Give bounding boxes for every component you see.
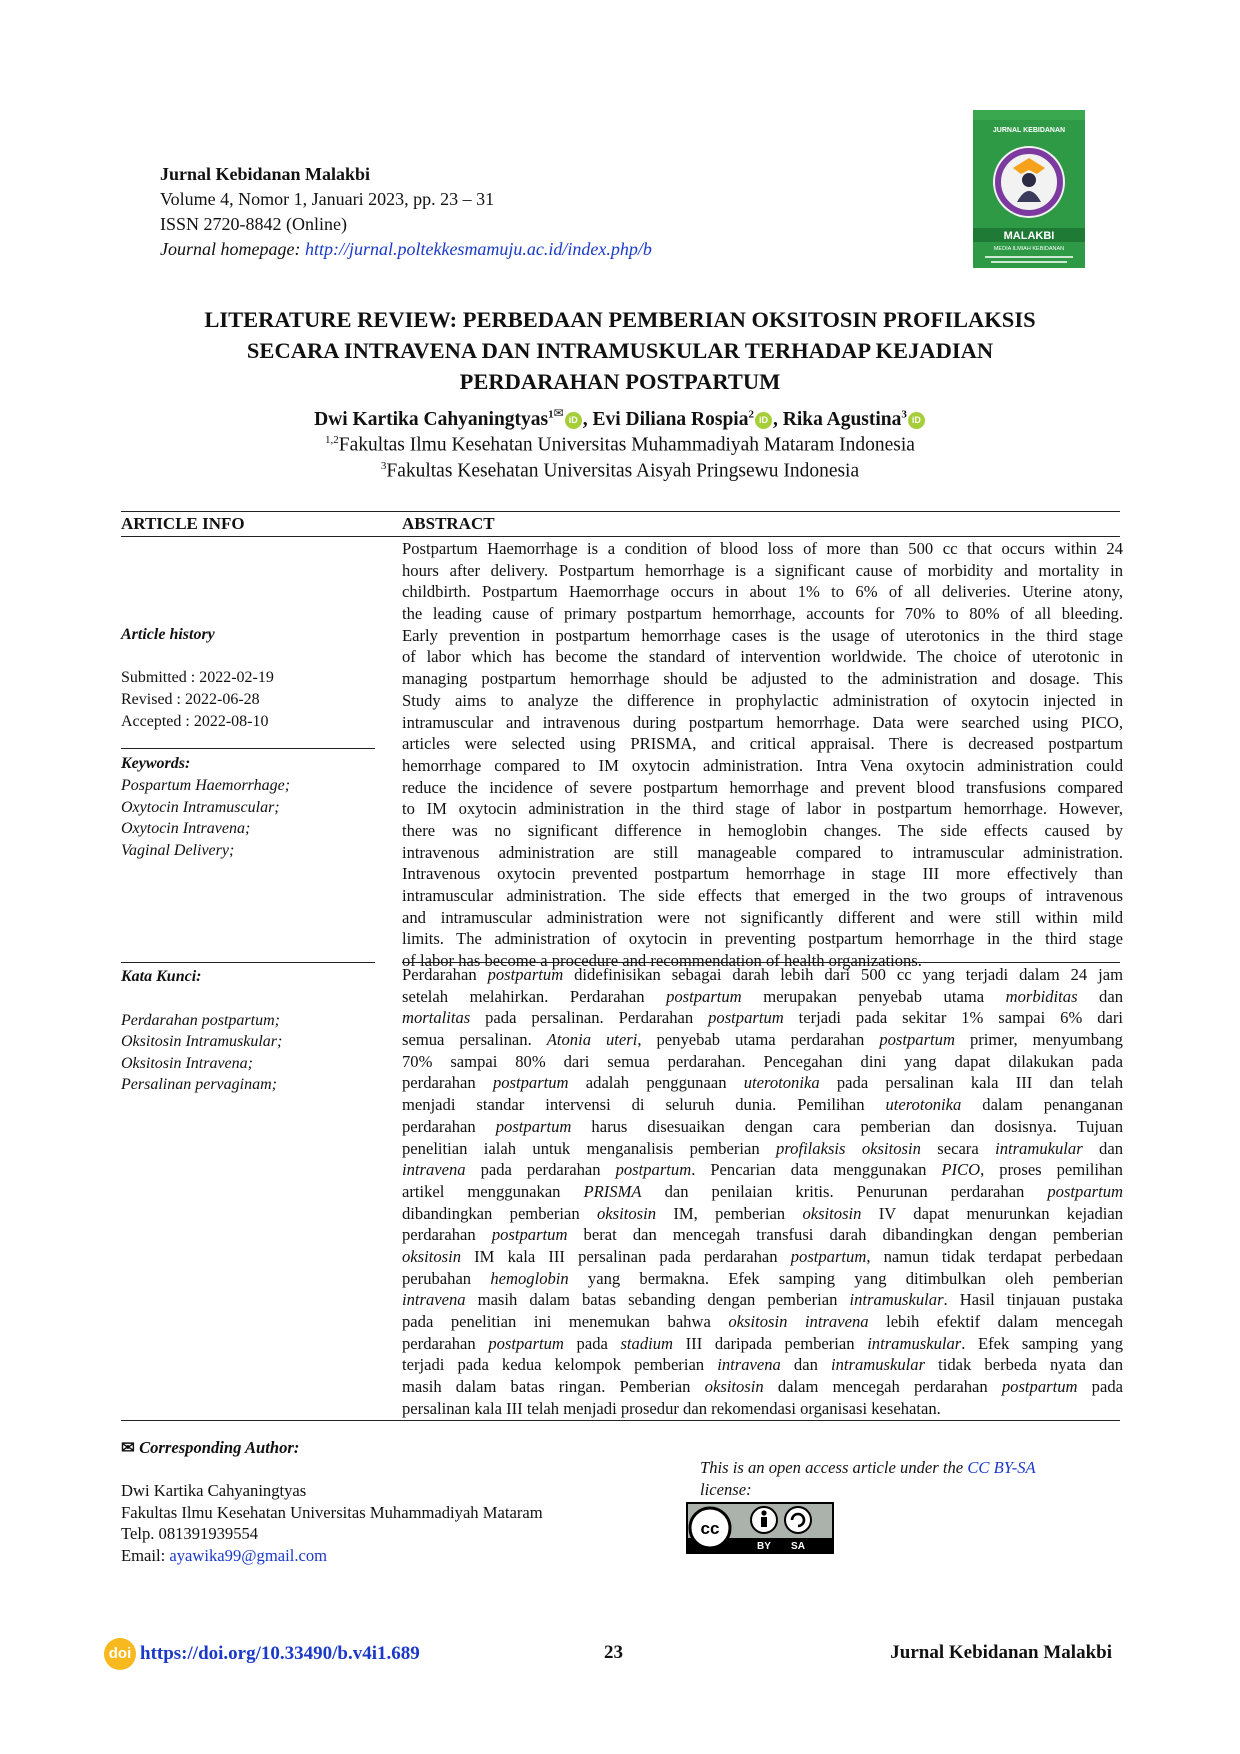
kata-kunci-1: Perdarahan postpartum; [121, 1012, 280, 1029]
page-number: 23 [604, 1642, 623, 1663]
orcid-icon[interactable]: iD [565, 412, 582, 429]
kata-kunci-4: Persalinan pervaginam; [121, 1076, 277, 1093]
abstract-line: perdarahan postpartum pada stadium III daripada pemberian intramuskular. Efek samping yang [402, 1333, 1123, 1353]
email-link[interactable]: ayawika99@gmail.com [169, 1546, 328, 1566]
header-rule [121, 536, 1120, 537]
abstract-line: reduce the incidence of severe postpartum hemorrhage and prevent blood transfusions compared [402, 777, 1123, 797]
abstract-line: hemorrhage compared to IM oxytocin administration. Intra Vena oxytocin administration could [402, 755, 1123, 775]
abstract-line: intravena pada perdarahan postpartum. Pencarian data menggunakan PICO, proses pemilihan [402, 1160, 1123, 1180]
envelope-icon: ✉ [553, 406, 564, 420]
abstract-line: pada penelitian ini menemukan bahwa oksitosin intravena lebih efektif dalam mencegah [402, 1312, 1123, 1331]
kata-kunci-2: Oksitosin Intramuskular; [121, 1033, 283, 1050]
cover-sub: MEDIA ILMIAH KEBIDANAN [993, 246, 1065, 252]
corresponding-email: Email: ayawika99@gmail.com [121, 1546, 328, 1566]
corresponding-phone: Telp. 081391939554 [121, 1524, 259, 1544]
affiliation-1: $^{1,2}$Fakultas Ilmu Kesehatan Universitas Muhammadiyah Mataram Indonesia [325, 434, 915, 456]
homepage-link[interactable]: http://jurnal.poltekkesmamuju.ac.id/index.php/b [304, 239, 652, 259]
corresponding-name: Dwi Kartika Cahyaningtyas [121, 1480, 307, 1500]
keywords-rule [121, 748, 375, 749]
abstract-heading: ABSTRACT [402, 514, 495, 533]
kata-kunci-3: Oksitosin Intravena; [121, 1055, 253, 1072]
author-1-sup: 1 [548, 408, 554, 421]
abstract-line: hours after delivery. Postpartum hemorrhage is a significant cause of morbidity and mortality in [402, 560, 1123, 580]
footer-journal-name: Jurnal Kebidanan Malakbi [890, 1642, 1112, 1663]
author-3: Rika Agustina [782, 409, 902, 430]
kata-kunci-title: Kata Kunci: [121, 968, 202, 985]
keyword-3: Oxytocin Intravena; [121, 820, 251, 837]
svg-text:cc: cc [700, 1519, 720, 1538]
homepage-label: Journal homepage: [160, 239, 305, 259]
abstract-line: to IM oxytocin administration in the third stage of labor in postpartum hemorrhage. However, [402, 799, 1123, 819]
abstract-line: perdarahan postpartum harus disesuaikan dengan cara pemberian dan dosisnya. Tujuan [402, 1116, 1123, 1136]
article-info-heading: ARTICLE INFO [121, 514, 245, 533]
orcid-icon[interactable]: iD [755, 412, 772, 429]
orcid-icon[interactable]: iD [908, 412, 925, 429]
abstract-line: there was no significant difference in hemoglobin changes. The side effects caused by [402, 820, 1123, 840]
abstract-line: penelitian ialah untuk menganalisis pemberian profilaksis oksitosin secara intramukular dan [402, 1138, 1123, 1158]
volume-line: Volume 4, Nomor 1, Januari 2023, pp. 23 – 31 [160, 189, 495, 209]
author-list: Dwi Kartika Cahyaningtyas$^{1✉}$ iD , Evi Diliana Rospia$^2$ iD , Rika Agustina$^3$ iD [130, 406, 1110, 431]
author-1: Dwi Kartika Cahyaningtyas [314, 409, 549, 430]
abstract-line: Intravenous oxytocin prevented postpartum hemorrhage in stage III more effectively than [402, 864, 1123, 884]
abstract-line: perdarahan postpartum adalah penggunaan uterotonika pada persalinan kala III dan telah [402, 1073, 1123, 1093]
cover-brand: MALAKBI [1003, 230, 1055, 242]
cover-top-text: JURNAL KEBIDANAN [992, 127, 1066, 134]
journal-name: Jurnal Kebidanan Malakbi [160, 164, 371, 184]
abstract-line: childbirth. Postpartum Haemorrhage occurs in about 1% to 6% of all deliveries. Uterine atony, [402, 582, 1123, 602]
abstract-line: semua persalinan. Atonia uteri, penyebab utama perdarahan postpartum primer, menyumbang [402, 1030, 1123, 1050]
abstract-line: Study aims to analyze the difference in prophylactic administration of oxytocin injected in [402, 690, 1123, 710]
abstract-divider [402, 962, 1120, 963]
abstract-line: mortalitas pada persalinan. Perdarahan postpartum terjadi pada sekitar 1% sampai 6% dari [402, 1008, 1123, 1028]
abstract-line: the leading cause of primary postpartum hemorrhage, accounts for 70% to 80% of all bleeding. [402, 604, 1123, 624]
author-3-sup: 3 [901, 408, 907, 421]
title-line-1: LITERATURE REVIEW: PERBEDAAN PEMBERIAN OKSITOSIN PROFILAKSIS [204, 307, 1036, 332]
title-line-2: SECARA INTRAVENA DAN INTRAMUSKULAR TERHADAP KEJADIAN [246, 338, 994, 363]
corresponding-author [121, 1437, 543, 1567]
abstract-line: Postpartum Haemorrhage is a condition of blood loss of more than 500 cc that occurs within 24 [402, 539, 1123, 558]
keywords-title: Keywords: [121, 755, 191, 772]
paper-title [130, 304, 1110, 397]
envelope-icon: ✉ [121, 1438, 140, 1457]
doi-logo-icon: doi [104, 1638, 136, 1670]
footer-doi [104, 1638, 420, 1670]
abstract-line: oksitosin IM kala III persalinan pada perdarahan postpartum, namun tidak terdapat perbedaan [402, 1246, 1123, 1266]
keyword-1: Pospartum Haemorrhage; [121, 777, 291, 794]
journal-cover-image [973, 110, 1085, 268]
corresponding-affiliation: Fakultas Ilmu Kesehatan Universitas Muhammadiyah Mataram [121, 1502, 543, 1522]
abstract-line: Early prevention in postpartum hemorrhage cases is the usage of uterotonics in the third stage [402, 625, 1123, 645]
journal-info [160, 162, 652, 262]
doi-link[interactable]: https://doi.org/10.33490/b.v4i1.689 [140, 1643, 420, 1664]
abstract-line: intravenous administration are still manageable compared to intramuscular administration. [402, 842, 1123, 862]
author-2: Evi Diliana Rospia [592, 409, 749, 430]
abstract-line: intramuscular and intravenous during postpartum hemorrhage. Data were searched using PICO, [402, 712, 1123, 732]
affiliation-2: $^3$Fakultas Kesehatan Universitas Aisyah Pringsewu Indonesia [380, 460, 860, 482]
author-2-sup: 2 [748, 408, 754, 421]
abstract-line: articles were selected using PRISMA, and critical appraisal. There is decreased postpartum [402, 734, 1123, 754]
title-line-3: PERDARAHAN POSTPARTUM [459, 369, 781, 394]
abstract-line: of labor which has become the standard of intervention worldwide. The choice of uterotonic in [402, 647, 1123, 667]
abstract-line: masih dalam batas ringan. Pemberian oksitosin dalam mencegah perdarahan postpartum pada [402, 1377, 1123, 1397]
abstract-indonesian [402, 964, 1123, 1419]
history-title: Article history [121, 626, 215, 643]
cc-by-sa-badge-icon[interactable] [686, 1502, 834, 1554]
abstract-line: terjadi pada kedua kelompok pemberian intravena dan intramuskular tidak berbeda nyata dan [402, 1355, 1123, 1375]
corresponding-heading: ✉ Corresponding Author: [121, 1438, 300, 1457]
bottom-rule [121, 1420, 1120, 1421]
abstract-line: and intramuscular administration were not significantly different and were still within mild [402, 907, 1123, 927]
abstract-line: setelah melahirkan. Perdarahan postpartum merupakan penyebab utama morbiditas dan [402, 986, 1123, 1006]
abstract-line: dibandingkan pemberian oksitosin IM, pemberian oksitosin IV dapat menurunkan kejadian [402, 1203, 1123, 1223]
abstract-line: intravena masih dalam batas sebanding dengan pemberian intramuskular. Hasil tinjauan pustaka [402, 1290, 1123, 1310]
badge-by: BY [757, 1541, 771, 1552]
abstract-english [402, 538, 1123, 972]
revised-date: Revised : 2022-06-28 [121, 691, 260, 708]
abstract-line: menjadi standar intervensi di seluruh dunia. Pemilihan uterotonika dalam penanganan [402, 1095, 1123, 1115]
license-link[interactable]: CC BY-SA [967, 1458, 1036, 1477]
badge-sa: SA [791, 1541, 805, 1552]
accepted-date: Accepted : 2022-08-10 [121, 713, 269, 730]
abstract-line: of labor has become a procedure and recommendation of health organizations. [402, 951, 922, 971]
abstract-line: Perdarahan postpartum didefinisikan sebagai darah lebih dari 500 cc yang terjadi dalam 24 jam [402, 965, 1123, 984]
abstract-line: persalinan kala III telah menjadi prosedur dan rekomendasi organisasi kesehatan. [402, 1398, 941, 1418]
abstract-line: perdarahan postpartum berat dan mencegah transfusi darah dibandingkan dengan pemberian [402, 1225, 1123, 1245]
kata-kunci-rule [121, 962, 375, 963]
abstract-line: managing postpartum hemorrhage should be adjusted to the administration and dosage. This [402, 669, 1123, 689]
abstract-line: perubahan hemoglobin yang bermakna. Efek samping yang ditimbulkan oleh pemberian [402, 1268, 1123, 1288]
top-rule [121, 511, 1120, 512]
abstract-line: artikel menggunakan PRISMA dan penilaian kritis. Penurunan perdarahan postpartum [402, 1181, 1123, 1201]
journal-homepage [160, 237, 652, 262]
abstract-line: 70% sampai 80% dari semua perdarahan. Pencegahan dini yang dapat dilakukan pada [402, 1051, 1123, 1071]
keyword-2: Oxytocin Intramuscular; [121, 799, 280, 816]
abstract-line: intramuscular administration. The side effects that emerged in the two groups of intravenous [402, 886, 1123, 905]
keyword-4: Vaginal Delivery; [121, 842, 235, 859]
issn: ISSN 2720-8842 (Online) [160, 214, 347, 234]
license-text: This is an open access article under the CC BY-SA license: [700, 1458, 1036, 1499]
submitted-date: Submitted : 2022-02-19 [121, 669, 274, 686]
abstract-line: limits. The administration of oxytocin in preventing postpartum hemorrhage in the third stage [402, 929, 1123, 949]
